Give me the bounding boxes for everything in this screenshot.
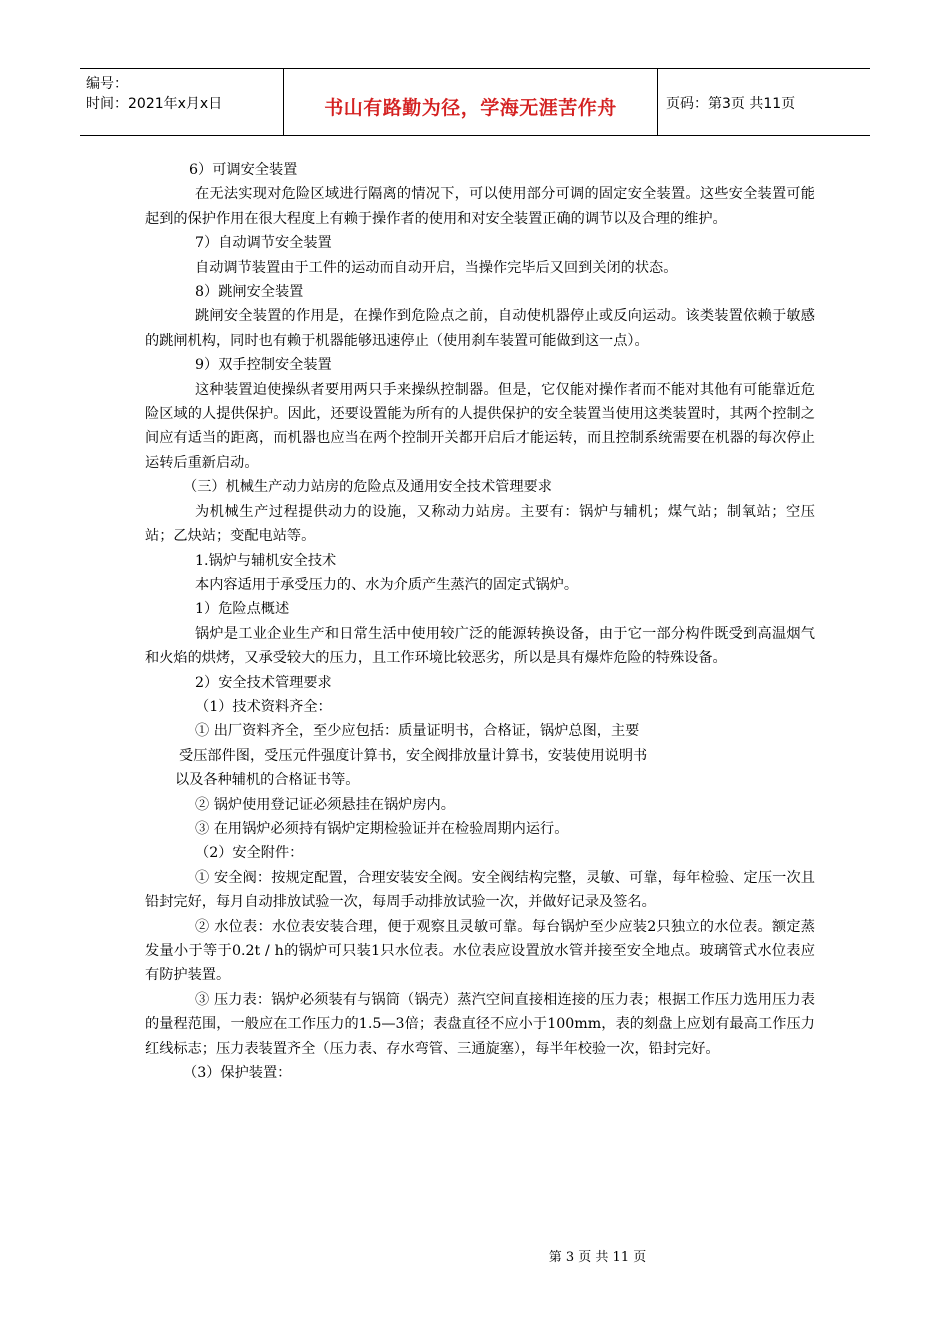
paragraph: 7）自动调节安全装置 bbox=[195, 235, 332, 252]
paragraph: 在无法实现对危险区域进行隔离的情况下，可以使用部分可调的固定安全装置。这些安全装置可能起到的保护作用在很大程度上有赖于操作者的使用和对安全装置正确的调节以及合理的维护。 bbox=[145, 186, 815, 227]
paragraph: （三）机械生产动力站房的危险点及通用安全技术管理要求 bbox=[183, 479, 552, 496]
paragraph: 8）跳闸安全装置 bbox=[195, 284, 304, 301]
paragraph: 1.锅炉与辅机安全技术 bbox=[195, 552, 337, 569]
header-page-info: 页码：第3页 共11页 bbox=[666, 96, 796, 112]
document-number-label: 编号： bbox=[86, 76, 128, 92]
paragraph: （2）安全附件： bbox=[195, 845, 304, 862]
paragraph: 9）双手控制安全装置 bbox=[195, 357, 332, 374]
header-page-cell bbox=[658, 69, 870, 135]
footer-page-number: 第 3 页 共 11 页 bbox=[548, 1250, 647, 1265]
paragraph: 为机械生产过程提供动力的设施，又称动力站房。主要有：锅炉与辅机；煤气站；制氧站；空压站；乙炔站；变配电站等。 bbox=[145, 503, 815, 545]
header-motto: 书山有路勤为径，学海无涯苦作舟 bbox=[324, 97, 617, 119]
paragraph: 1）危险点概述 bbox=[195, 601, 290, 618]
paragraph: ③ 压力表：锅炉必须装有与锅筒（锅壳）蒸汽空间直接相连接的压力表；根据工作压力选用压力表的量程范围，一般应在工作压力的1.5—3倍；表盘直径不应小于100mm，表的刻盘上应划有最高工作压力红线标志；压力表装置齐全（压力表、存水弯管、三通旋塞），每半年校验一次，铅封完好。 bbox=[145, 991, 815, 1057]
header-motto-cell bbox=[284, 69, 658, 135]
paragraph: ② 水位表：水位表安装合理，便于观察且灵敏可靠。每台锅炉至少应装2只独立的水位表。额定蒸发量小于等于0.2t / h的锅炉可只装1只水位表。水位表应设置放水管并接至安全地点。玻璃管式水位表应有防护装置。 bbox=[145, 918, 815, 984]
paragraph: 以及各种辅机的合格证书等。 bbox=[175, 772, 360, 789]
paragraph: 自动调节装置由于工件的运动而自动开启，当操作完毕后又回到关闭的状态。 bbox=[195, 259, 678, 276]
paragraph: 受压部件图，受压元件强度计算书，安全阀排放量计算书，安装使用说明书 bbox=[179, 747, 648, 764]
paragraph: 2）安全技术管理要求 bbox=[195, 674, 332, 691]
document-body bbox=[145, 158, 815, 1085]
page-footer bbox=[0, 1246, 950, 1265]
paragraph: ① 安全阀：按规定配置，合理安装安全阀。安全阀结构完整，灵敏、可靠，每年检验、定压一次且铅封完好，每月自动排放试验一次，每周手动排放试验一次，并做好记录及签名。 bbox=[145, 869, 815, 911]
paragraph: 本内容适用于承受压力的、水为介质产生蒸汽的固定式锅炉。 bbox=[195, 576, 579, 593]
paragraph: ① 出厂资料齐全，至少应包括：质量证明书，合格证，锅炉总图，主要 bbox=[195, 723, 640, 740]
paragraph: 锅炉是工业企业生产和日常生活中使用较广泛的能源转换设备，由于它一部分构件既受到高温烟气和火焰的烘烤，又承受较大的压力，且工作环境比较恶劣，所以是具有爆炸危险的特殊设备。 bbox=[145, 625, 815, 667]
paragraph: ② 锅炉使用登记证必须悬挂在锅炉房内。 bbox=[195, 796, 455, 813]
paragraph: 6）可调安全装置 bbox=[189, 162, 298, 178]
page-header bbox=[80, 68, 870, 136]
paragraph: 这种装置迫使操纵者要用两只手来操纵控制器。但是，它仅能对操作者而不能对其他有可能靠近危险区域的人提供保护。因此，还要设置能为所有的人提供保护的安全装置当使用这类装置时，其两个控制之间应有适当的距离，而机器也应当在两个控制开关都开启后才能运转，而且控制系统需要在机器的每次停止运转后重新启动。 bbox=[145, 381, 815, 471]
document-date-label: 时间：2021年x月x日 bbox=[86, 96, 223, 112]
paragraph: 跳闸安全装置的作用是，在操作到危险点之前，自动使机器停止或反向运动。该类装置依赖于敏感的跳闸机构，同时也有赖于机器能够迅速停止（使用刹车装置可能做到这一点）。 bbox=[145, 308, 815, 349]
paragraph: ③ 在用锅炉必须持有锅炉定期检验证并在检验周期内运行。 bbox=[195, 820, 569, 837]
header-meta-cell bbox=[80, 69, 284, 135]
paragraph: （3）保护装置： bbox=[183, 1065, 292, 1082]
paragraph: （1）技术资料齐全： bbox=[195, 698, 332, 715]
